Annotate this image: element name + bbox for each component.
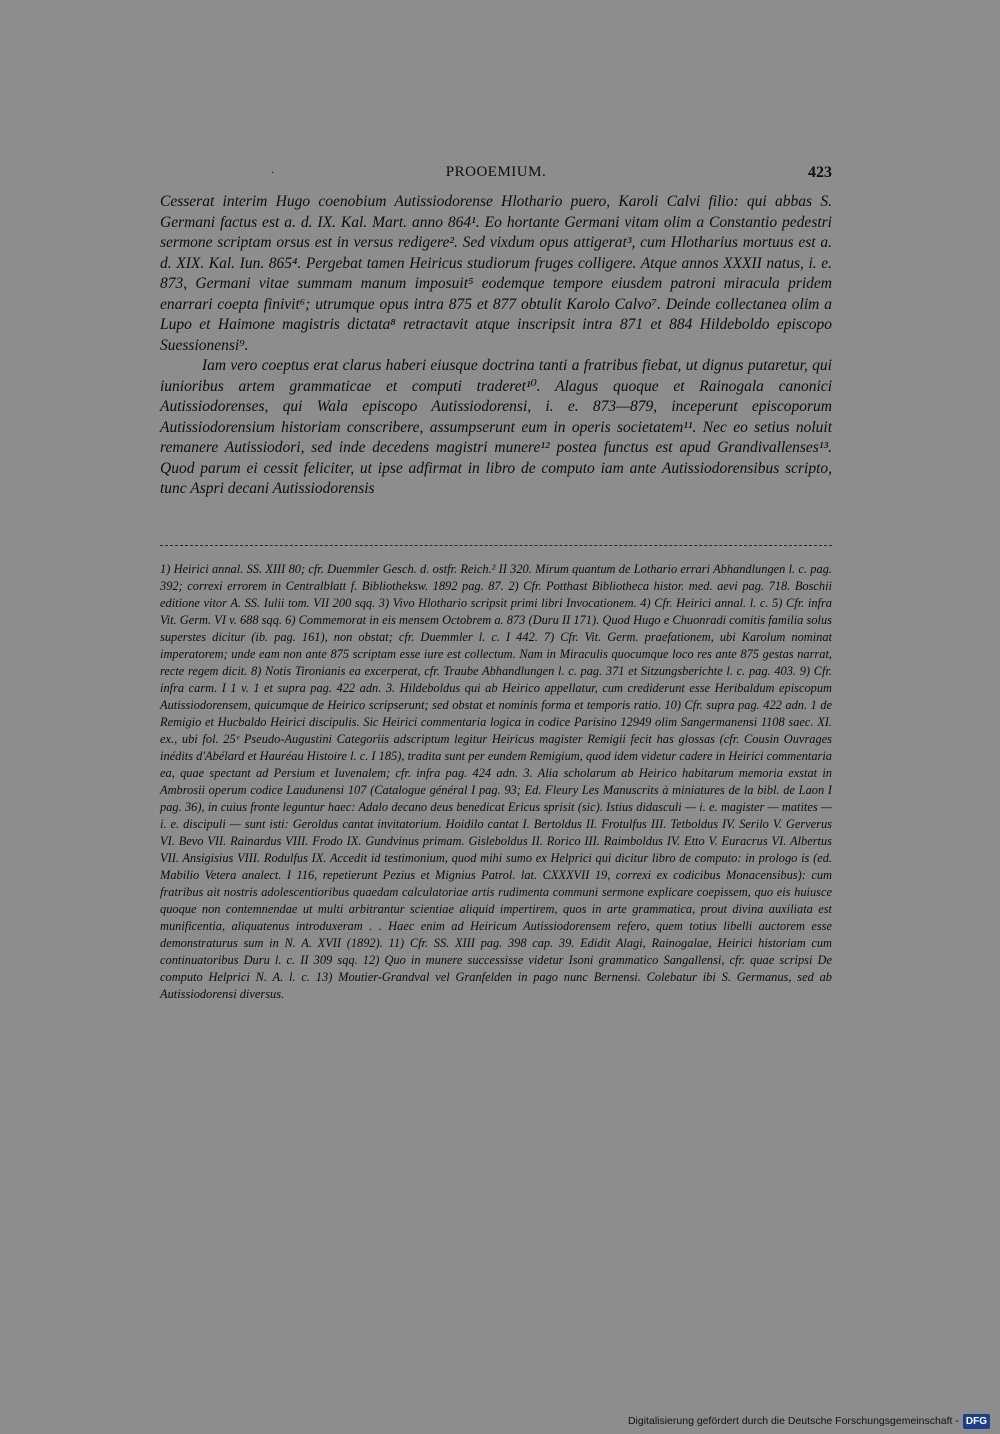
main-paragraph-2: Iam vero coeptus erat clarus haberi eiusque doctrina tanti a fratribus fiebat, ut dignus putaretur, qui iunioribus artem grammaticae et computi traderet¹⁰. Alagus quoque et Rainogala canonici Autissiodorenses, qui Wala episcopo Autissiodorensi, i. e. 873—879, inceperunt episcoporum Autissiodorensium historiam conscribere, assumpserunt eum in operis societatem¹¹. Nec eo setius noluit remanere Autissiodori, sed inde decedens magistri munere¹² postea functus est apud Grandivallenses¹³. Quod parum ei cessit feliciter, ut ipse adfirmat in libro de computo iam ante Autissiodorensibus scripto, tunc Aspri decani Autissiodorensis [160,357,832,497]
main-paragraph-1: Cesserat interim Hugo coenobium Autissiodorense Hlothario puero, Karoli Calvi filio: qui abbas S. Germani factus est a. d. IX. Kal. Mart. anno 864¹. Eo hortante Germani vitam olim a Constantio pedestri sermone scriptam orsus est in versus redigere². Sed vixdum opus attigerat³, cum Hlotharius mortuus est a. d. XIX. Kal. Iun. 865⁴. Pergebat tamen Heiricus studiorum fruges colligere. Atque annos XXXII natus, i. e. 873, Germani vitae summam manum imposuit⁵ eodemque tempore eiusdem patroni miracula pridem enarrari coepta finivit⁶; utrumque opus intra 875 et 877 obtulit Karolo Calvo⁷. Deinde collectanea olim a Lupo et Haimone magistris dictata⁸ retractavit atque inscripsit intra 871 et 884 Hildeboldo episcopo Suessionensi⁹. [160,193,832,354]
footnote-divider [160,545,832,546]
digitization-footer [628,1412,990,1430]
footnotes-text: 1) Heirici annal. SS. XIII 80; cfr. Duemmler Gesch. d. ostfr. Reich.² II 320. Mirum quantum de Lothario errari Abhandlungen l. c. pag. 392; correxi errorem in Centralblatt f. Bibliotheksw. 1892 pag. 87. 2) Cfr. Potthast Bibliotheca histor. med. aevi pag. 718. Boschii editione vitor A. SS. Iulii tom. VII 200 sqq. 3) Vivo Hlothario scripsit primi libri Invocationem. 4) Cfr. Heirici annal. l. c. 5) Cfr. infra Vit. Germ. VI v. 688 sqq. 6) Commemorat in eis mensem Octobrem a. 873 (Duru II 171). Quod Hugo e Chuonradi comitis familia solus superstes dicitur (ib. pag. 161), non obstat; cfr. Duemmler l. c. I 442. 7) Cfr. Vit. Germ. praefationem, ubi Karolum nominat imperatorem; unde eam non ante 875 scriptam esse iure est collectum. Nam in Miraculis quocumque loco res ante 875 gestas narrat, recte regem dicit. 8) Notis Tironianis ea excerperat, cfr. Traube Abhandlungen l. c. pag. 371 et Sitzungsberichte l. c. pag. 403. 9) Cfr. infra carm. I 1 v. 1 et supra pag. 422 adn. 3. Hildeboldus qui ab Heirico appellatur, cum crediderunt esse Heribaldum episcopum Autissiodorensem, quicumque de Heirico scripserunt; sed obstat et nominis forma et temporis ratio. 10) Cfr. supra pag. 422 adn. 1 de Remigio et Hucbaldo Heirici discipulis. Sic Heirici commentaria logica in codice Parisino 12949 olim Sangermanensi 1108 saec. XI. ex., ubi fol. 25ᵛ Pseudo-Augustini Categoriis adscriptum legitur Heiricus magister Remigii fecit has glossas (cfr. Cousin Ouvrages inédits d'Abélard et Hauréau Histoire l. c. I 185), tradita sunt per eundem Remigium, quod idem videtur cadere in Heirici commentaria ea, quae spectant ad Persium et Iuvenalem; cfr. infra pag. 424 adn. 3. Alia scholarum ab Heirico habitarum memoria exstat in Ambrosii operum codice Laudunensi 107 (Catalogue général I pag. 93; Ed. Fleury Les Manuscrits à miniatures de la bibl. de Laon I pag. 36), in cuius fronte leguntur haec: Adalo decano deus benedicat Ericus sprisit (sic). Istius didasculi — i. e. magister — matites — i. e. discipuli — sunt isti: Geroldus cantat invitatorium. Hoidilo cantat I. Bertoldus II. Frotulfus III. Tetboldus IV. Serilo V. Gerverus VI. Bevo VII. Rainardus VIII. Frodo IX. Gundvinus primam. Gisleboldus II. Rorico III. Raimboldus IV. Etto V. Euracrus VI. Albertus VII. Ansigisius VIII. Rodulfus IX. Accedit id testimonium, quod mihi sumo ex Helprici qui dicitur libro de computo: in prologo is (ed. Mabilio Vetera analect. I 116, repetierunt Pezius et Mignius Patrol. lat. CXXXVII 19, correxi ex codicibus Monacensibus): cum fratribus ait nostris adolescentioribus quaedam calculatoriae artis rudimenta communi sermone explicare coepissem, quo eis huiusce quoque non contemnendae ut multi arbitrantur scientiae aliquid impertirem, quos in arte grammatica, prout divina auxiliata est munificentia, aliquatenus introduxeram . . Haec enim ad Heiricum Autissiodorensem refero, quem totius libelli auctorem esse demonstraturus sum in N. A. XVII (1892). 11) Cfr. SS. XIII pag. 398 cap. 39. Edidit Alagi, Rainogalae, Heirici historiam cum continuatoribus Duru l. c. II 309 sqq. 12) Quo in munere successisse videtur Isoni grammatico Sangallensi, cfr. quae scripsi De computo Helprici N. A. l. c. 13) Moutier-Grandval vel Granfelden in pago nunc Bernensi. Colebatur ibi S. Germanus, sed ab Autissiodorensi diversus. [160,562,832,1001]
page-header [160,160,832,190]
dfg-logo: DFG [963,1414,990,1429]
running-title: PROOEMIUM. [445,164,547,180]
footer-text: Digitalisierung gefördert durch die Deutsche Forschungsgemeinschaft - [627,1415,959,1427]
stray-dot: · [271,168,275,179]
main-text [160,192,832,500]
footnotes [160,561,832,1003]
page-number: 423 [808,164,832,181]
